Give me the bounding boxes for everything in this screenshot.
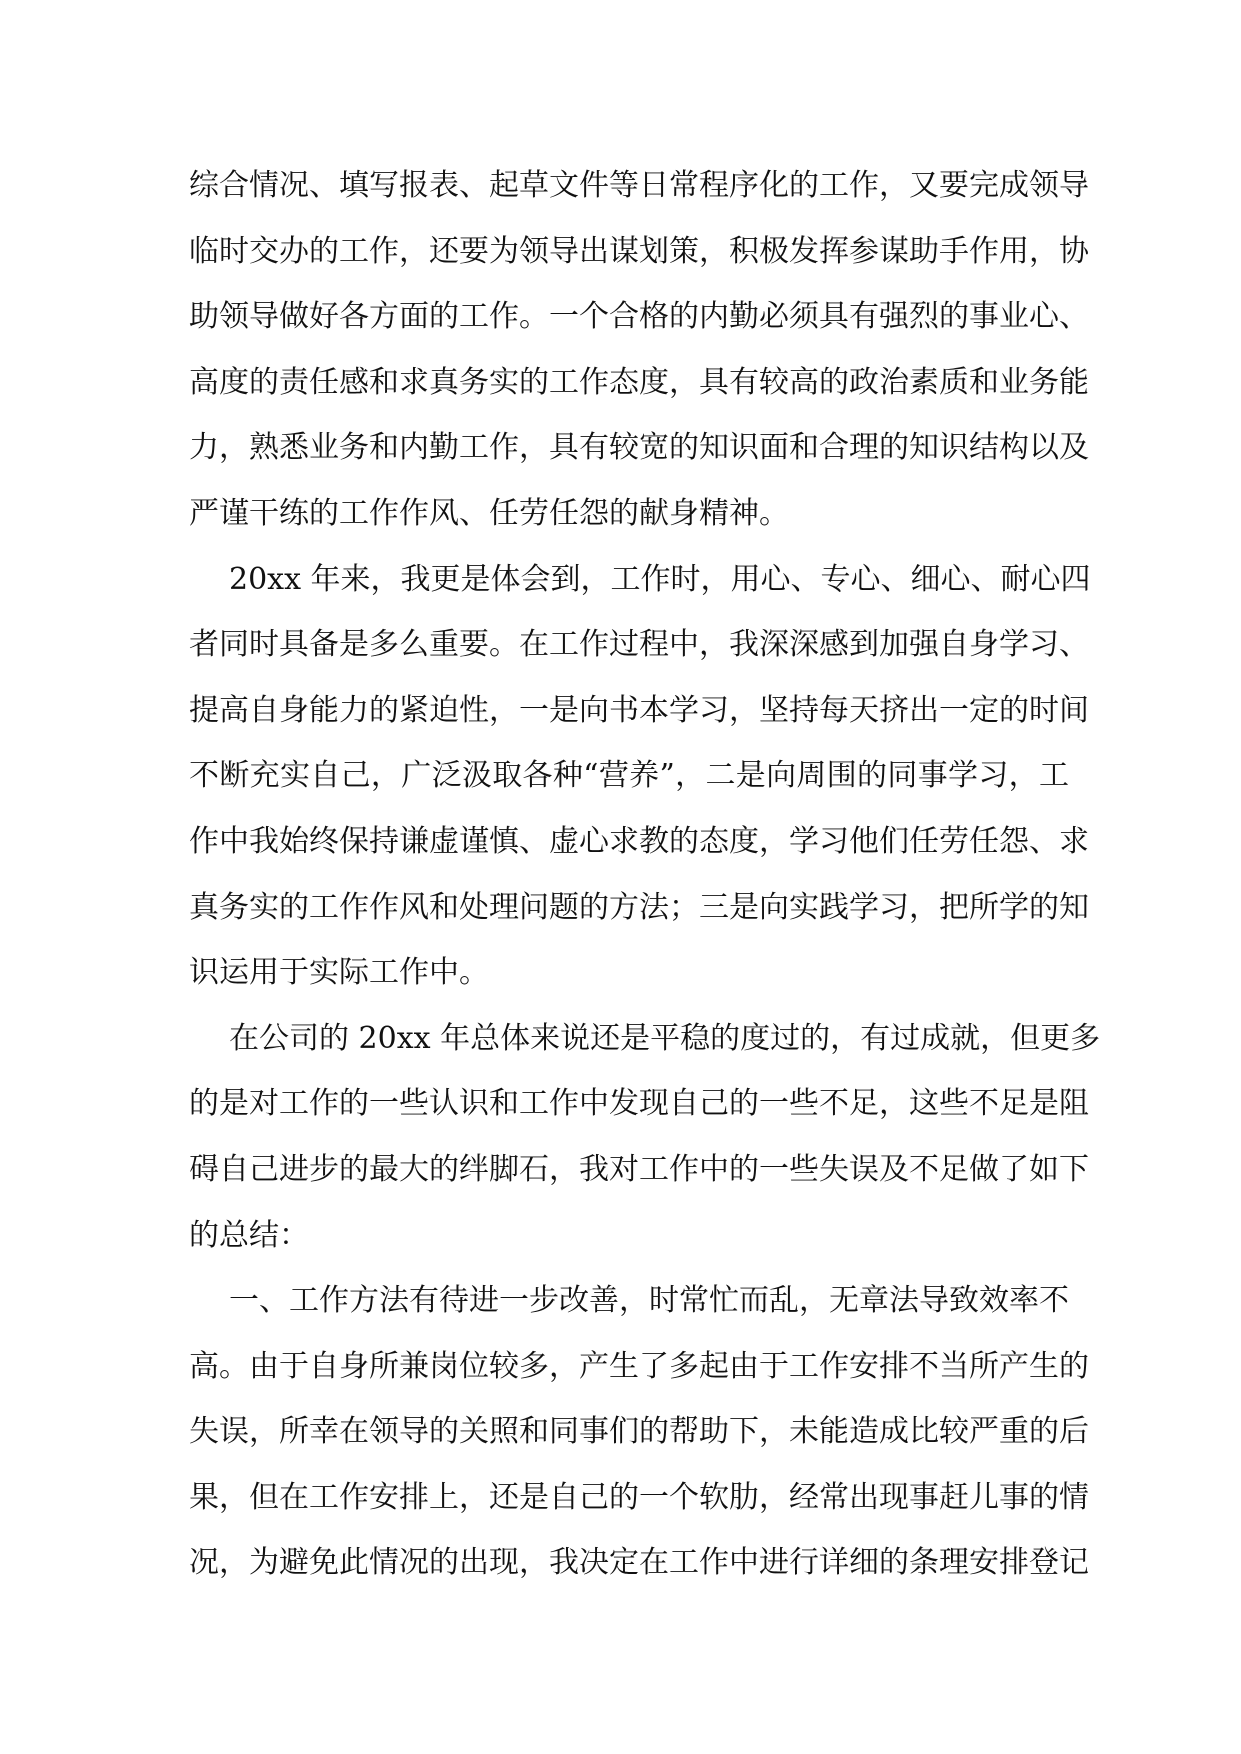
paragraph-2 (189, 547, 1091, 1006)
paragraph-4 (189, 1268, 1089, 1596)
text-line: 的是对工作的一些认识和工作中发现自己的一些不足，这些不足是阻 (189, 1086, 1089, 1122)
text-line: 作中我始终保持谦虚谨慎、虚心求教的态度，学习他们任劳任怨、求 (189, 823, 1089, 859)
text-line: 20xx 年来，我更是体会到，工作时，用心、专心、细心、耐心四 (229, 561, 1091, 597)
paragraph-3 (189, 1006, 1101, 1268)
text-line: 的总结： (189, 1217, 309, 1253)
text-line: 在公司的 20xx 年总体来说还是平稳的度过的，有过成就，但更多 (229, 1020, 1101, 1056)
text-line: 高。由于自身所兼岗位较多，产生了多起由于工作安排不当所产生的 (189, 1348, 1089, 1384)
text-line: 果，但在工作安排上，还是自己的一个软肋，经常出现事赶儿事的情 (189, 1479, 1089, 1515)
text-line: 助领导做好各方面的工作。一个合格的内勤必须具有强烈的事业心、 (189, 299, 1089, 335)
text-line: 不断充实自己，广泛汲取各种“营养”，二是向周围的同事学习，工 (189, 758, 1069, 794)
text-line: 力，熟悉业务和内勤工作，具有较宽的知识面和合理的知识结构以及 (189, 430, 1089, 466)
text-line: 临时交办的工作，还要为领导出谋划策，积极发挥参谋助手作用，协 (189, 233, 1089, 269)
text-line: 严谨干练的工作作风、任劳任怨的献身精神。 (189, 495, 789, 531)
text-line: 识运用于实际工作中。 (189, 955, 489, 991)
text-line: 高度的责任感和求真务实的工作态度，具有较高的政治素质和业务能 (189, 364, 1089, 400)
text-line: 真务实的工作作风和处理问题的方法；三是向实践学习，把所学的知 (189, 889, 1089, 925)
text-line: 综合情况、填写报表、起草文件等日常程序化的工作，又要完成领导 (189, 168, 1089, 203)
text-line: 失误，所幸在领导的关照和同事们的帮助下，未能造成比较严重的后 (189, 1414, 1089, 1450)
text-line: 一、工作方法有待进一步改善，时常忙而乱，无章法导致效率不 (229, 1283, 1069, 1319)
text-line: 提高自身能力的紧迫性，一是向书本学习，坚持每天挤出一定的时间 (189, 692, 1089, 728)
text-line: 况，为避免此情况的出现，我决定在工作中进行详细的条理安排登记 (189, 1545, 1089, 1581)
paragraph-1 (189, 153, 1089, 547)
document-body (189, 153, 1101, 1596)
text-line: 碍自己进步的最大的绊脚石，我对工作中的一些失误及不足做了如下 (189, 1151, 1089, 1187)
text-line: 者同时具备是多么重要。在工作过程中，我深深感到加强自身学习、 (189, 627, 1089, 663)
